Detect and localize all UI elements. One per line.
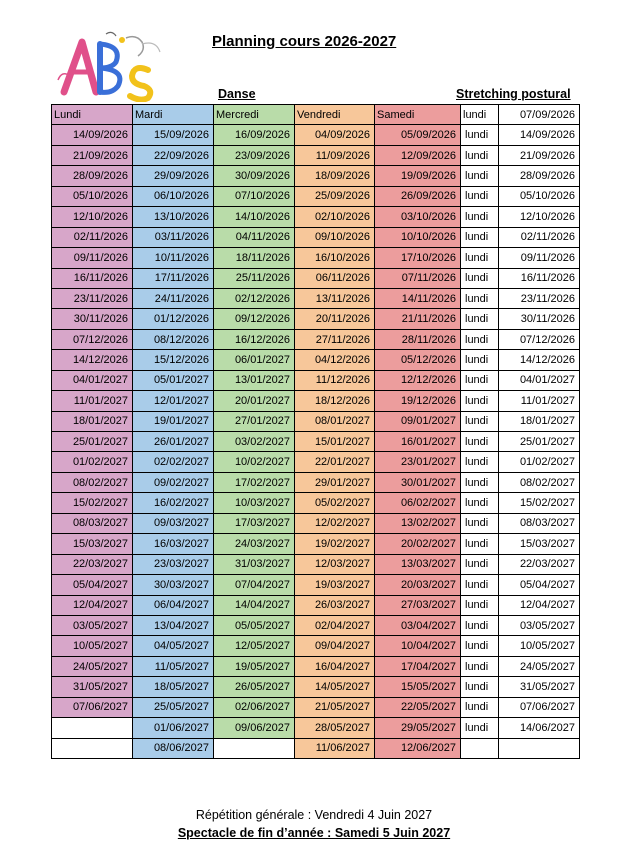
table-row xyxy=(52,145,580,165)
cell-stretching-date: 08/02/2027 xyxy=(499,472,580,492)
cell-stretching-date: 03/05/2027 xyxy=(499,615,580,635)
cell-stretching-day: lundi xyxy=(461,350,499,370)
cell-mercredi: 14/10/2026 xyxy=(214,207,295,227)
table-row xyxy=(52,718,580,738)
cell-mercredi: 02/12/2026 xyxy=(214,288,295,308)
cell-lundi: 21/09/2026 xyxy=(52,145,133,165)
cell-stretching-date: 01/02/2027 xyxy=(499,452,580,472)
cell-vendredi: 19/02/2027 xyxy=(295,534,375,554)
table-row xyxy=(52,186,580,206)
cell-stretching-day: lundi xyxy=(461,656,499,676)
cell-lundi: 15/02/2027 xyxy=(52,493,133,513)
cell-stretching-day: lundi xyxy=(461,493,499,513)
cell-samedi: 20/02/2027 xyxy=(375,534,461,554)
cell-mercredi: 07/04/2027 xyxy=(214,575,295,595)
cell-mardi: 16/03/2027 xyxy=(133,534,214,554)
cell-mardi: 10/11/2026 xyxy=(133,248,214,268)
cell-stretching-date: 18/01/2027 xyxy=(499,411,580,431)
cell-stretching-date: 22/03/2027 xyxy=(499,554,580,574)
cell-samedi: 17/10/2026 xyxy=(375,248,461,268)
cell-mercredi: 05/05/2027 xyxy=(214,615,295,635)
cell-vendredi: 13/11/2026 xyxy=(295,288,375,308)
cell-samedi: 10/10/2026 xyxy=(375,227,461,247)
cell-lundi: 02/11/2026 xyxy=(52,227,133,247)
cell-mardi: 06/04/2027 xyxy=(133,595,214,615)
cell-vendredi: 09/10/2026 xyxy=(295,227,375,247)
cell-samedi: 23/01/2027 xyxy=(375,452,461,472)
cell-mercredi: 17/02/2027 xyxy=(214,472,295,492)
cell-stretching-date: 30/11/2026 xyxy=(499,309,580,329)
cell-samedi: 15/05/2027 xyxy=(375,677,461,697)
cell-samedi: 19/12/2026 xyxy=(375,391,461,411)
cell-vendredi: 29/01/2027 xyxy=(295,472,375,492)
cell-stretching-day: lundi xyxy=(461,432,499,452)
cell-stretching-date: 02/11/2026 xyxy=(499,227,580,247)
cell-mercredi: 17/03/2027 xyxy=(214,513,295,533)
cell-lundi: 01/02/2027 xyxy=(52,452,133,472)
cell-lundi xyxy=(52,738,133,758)
cell-mercredi: 14/04/2027 xyxy=(214,595,295,615)
table-row xyxy=(52,615,580,635)
cell-stretching-date: 10/05/2027 xyxy=(499,636,580,656)
cell-mercredi: 26/05/2027 xyxy=(214,677,295,697)
cell-lundi: 09/11/2026 xyxy=(52,248,133,268)
cell-mardi: 16/02/2027 xyxy=(133,493,214,513)
cell-stretching-date: 15/03/2027 xyxy=(499,534,580,554)
cell-samedi: 12/12/2026 xyxy=(375,370,461,390)
cell-mercredi: 09/06/2027 xyxy=(214,718,295,738)
cell-lundi: 12/10/2026 xyxy=(52,207,133,227)
cell-vendredi: 06/11/2026 xyxy=(295,268,375,288)
cell-samedi: 21/11/2026 xyxy=(375,309,461,329)
cell-lundi xyxy=(52,718,133,738)
cell-mercredi: 24/03/2027 xyxy=(214,534,295,554)
cell-stretching-date: 07/12/2026 xyxy=(499,329,580,349)
cell-lundi: 10/05/2027 xyxy=(52,636,133,656)
cell-mercredi: 07/10/2026 xyxy=(214,186,295,206)
rehearsal-note: Répétition générale : Vendredi 4 Juin 2027 xyxy=(195,808,433,822)
cell-stretching-day: lundi xyxy=(461,145,499,165)
cell-vendredi: 22/01/2027 xyxy=(295,452,375,472)
cell-samedi: 22/05/2027 xyxy=(375,697,461,717)
cell-stretching-day: lundi xyxy=(461,391,499,411)
cell-samedi: 12/09/2026 xyxy=(375,145,461,165)
cell-mardi: 11/05/2027 xyxy=(133,656,214,676)
cell-mercredi: 03/02/2027 xyxy=(214,432,295,452)
cell-mardi: 12/01/2027 xyxy=(133,391,214,411)
header-mercredi: Mercredi xyxy=(214,105,295,125)
cell-lundi: 24/05/2027 xyxy=(52,656,133,676)
cell-mardi: 24/11/2026 xyxy=(133,288,214,308)
cell-stretching-date: 24/05/2027 xyxy=(499,656,580,676)
cell-samedi: 03/10/2026 xyxy=(375,207,461,227)
cell-samedi: 26/09/2026 xyxy=(375,186,461,206)
cell-samedi: 29/05/2027 xyxy=(375,718,461,738)
table-header-row xyxy=(52,105,580,125)
cell-vendredi: 28/05/2027 xyxy=(295,718,375,738)
cell-stretching-day: lundi xyxy=(461,248,499,268)
cell-stretching-day: lundi xyxy=(461,472,499,492)
cell-lundi: 04/01/2027 xyxy=(52,370,133,390)
cell-vendredi: 12/02/2027 xyxy=(295,513,375,533)
cell-samedi: 14/11/2026 xyxy=(375,288,461,308)
cell-lundi: 14/09/2026 xyxy=(52,125,133,145)
cell-vendredi: 20/11/2026 xyxy=(295,309,375,329)
cell-mercredi: 16/12/2026 xyxy=(214,329,295,349)
cell-stretching-date: 31/05/2027 xyxy=(499,677,580,697)
cell-mercredi: 25/11/2026 xyxy=(214,268,295,288)
cell-lundi: 25/01/2027 xyxy=(52,432,133,452)
table-row xyxy=(52,738,580,758)
cell-samedi: 13/03/2027 xyxy=(375,554,461,574)
cell-stretching-day: lundi xyxy=(461,370,499,390)
cell-stretching-date: 05/10/2026 xyxy=(499,186,580,206)
cell-mardi: 06/10/2026 xyxy=(133,186,214,206)
table-row xyxy=(52,391,580,411)
cell-mardi: 08/06/2027 xyxy=(133,738,214,758)
table-row xyxy=(52,411,580,431)
table-row xyxy=(52,677,580,697)
cell-vendredi: 25/09/2026 xyxy=(295,186,375,206)
page-title: Planning cours 2026-2027 xyxy=(212,33,397,50)
cell-stretching-day: lundi xyxy=(461,309,499,329)
cell-mercredi: 09/12/2026 xyxy=(214,309,295,329)
cell-mardi: 29/09/2026 xyxy=(133,166,214,186)
cell-stretching-date: 21/09/2026 xyxy=(499,145,580,165)
table-row xyxy=(52,329,580,349)
cell-stretching-date: 12/04/2027 xyxy=(499,595,580,615)
cell-mercredi: 23/09/2026 xyxy=(214,145,295,165)
cell-stretching-date: 11/01/2027 xyxy=(499,391,580,411)
table-row xyxy=(52,268,580,288)
table-row xyxy=(52,125,580,145)
table-row xyxy=(52,554,580,574)
section-danse-label: Danse xyxy=(218,87,256,101)
cell-stretching-date xyxy=(499,738,580,758)
cell-stretching-day: lundi xyxy=(461,329,499,349)
cell-vendredi: 21/05/2027 xyxy=(295,697,375,717)
cell-samedi: 16/01/2027 xyxy=(375,432,461,452)
header-stretching-day: lundi xyxy=(461,105,499,125)
cell-mercredi xyxy=(214,738,295,758)
cell-lundi: 23/11/2026 xyxy=(52,288,133,308)
cell-mercredi: 27/01/2027 xyxy=(214,411,295,431)
cell-mardi: 25/05/2027 xyxy=(133,697,214,717)
cell-samedi: 05/09/2026 xyxy=(375,125,461,145)
table-row xyxy=(52,452,580,472)
cell-vendredi: 02/10/2026 xyxy=(295,207,375,227)
cell-vendredi: 12/03/2027 xyxy=(295,554,375,574)
table-row xyxy=(52,513,580,533)
cell-stretching-day xyxy=(461,738,499,758)
cell-stretching-date: 16/11/2026 xyxy=(499,268,580,288)
cell-stretching-day: lundi xyxy=(461,595,499,615)
cell-vendredi: 04/12/2026 xyxy=(295,350,375,370)
cell-vendredi: 16/04/2027 xyxy=(295,656,375,676)
table-row xyxy=(52,166,580,186)
cell-mardi: 01/12/2026 xyxy=(133,309,214,329)
table-row xyxy=(52,493,580,513)
cell-stretching-date: 15/02/2027 xyxy=(499,493,580,513)
header-mardi: Mardi xyxy=(133,105,214,125)
cell-mardi: 15/09/2026 xyxy=(133,125,214,145)
cell-lundi: 14/12/2026 xyxy=(52,350,133,370)
table-row xyxy=(52,432,580,452)
table-row xyxy=(52,350,580,370)
header-samedi: Samedi xyxy=(375,105,461,125)
cell-mardi: 04/05/2027 xyxy=(133,636,214,656)
table-row xyxy=(52,227,580,247)
cell-mercredi: 20/01/2027 xyxy=(214,391,295,411)
cell-stretching-date: 05/04/2027 xyxy=(499,575,580,595)
table-row xyxy=(52,636,580,656)
cell-vendredi: 02/04/2027 xyxy=(295,615,375,635)
cell-mardi: 17/11/2026 xyxy=(133,268,214,288)
cell-vendredi: 11/06/2027 xyxy=(295,738,375,758)
cell-stretching-day: lundi xyxy=(461,513,499,533)
cell-stretching-day: lundi xyxy=(461,534,499,554)
cell-vendredi: 15/01/2027 xyxy=(295,432,375,452)
cell-lundi: 08/02/2027 xyxy=(52,472,133,492)
cell-mardi: 03/11/2026 xyxy=(133,227,214,247)
cell-stretching-day: lundi xyxy=(461,452,499,472)
table-row xyxy=(52,288,580,308)
cell-samedi: 12/06/2027 xyxy=(375,738,461,758)
cell-mercredi: 13/01/2027 xyxy=(214,370,295,390)
cell-stretching-day: lundi xyxy=(461,615,499,635)
cell-stretching-date: 12/10/2026 xyxy=(499,207,580,227)
cell-mardi: 13/04/2027 xyxy=(133,615,214,635)
table-row xyxy=(52,309,580,329)
table-row xyxy=(52,656,580,676)
cell-lundi: 07/12/2026 xyxy=(52,329,133,349)
cell-samedi: 07/11/2026 xyxy=(375,268,461,288)
cell-vendredi: 08/01/2027 xyxy=(295,411,375,431)
cell-samedi: 06/02/2027 xyxy=(375,493,461,513)
cell-mercredi: 10/02/2027 xyxy=(214,452,295,472)
cell-stretching-date: 23/11/2026 xyxy=(499,288,580,308)
cell-mercredi: 16/09/2026 xyxy=(214,125,295,145)
cell-samedi: 27/03/2027 xyxy=(375,595,461,615)
table-row xyxy=(52,207,580,227)
cell-vendredi: 04/09/2026 xyxy=(295,125,375,145)
cell-lundi: 05/04/2027 xyxy=(52,575,133,595)
cell-samedi: 13/02/2027 xyxy=(375,513,461,533)
cell-stretching-day: lundi xyxy=(461,636,499,656)
cell-samedi: 28/11/2026 xyxy=(375,329,461,349)
cell-mercredi: 04/11/2026 xyxy=(214,227,295,247)
cell-vendredi: 09/04/2027 xyxy=(295,636,375,656)
table-row xyxy=(52,595,580,615)
cell-mardi: 02/02/2027 xyxy=(133,452,214,472)
cell-stretching-date: 14/12/2026 xyxy=(499,350,580,370)
cell-mardi: 09/03/2027 xyxy=(133,513,214,533)
cell-mardi: 26/01/2027 xyxy=(133,432,214,452)
header-stretching-date: 07/09/2026 xyxy=(499,105,580,125)
cell-lundi: 31/05/2027 xyxy=(52,677,133,697)
cell-mardi: 09/02/2027 xyxy=(133,472,214,492)
cell-stretching-date: 04/01/2027 xyxy=(499,370,580,390)
cell-samedi: 10/04/2027 xyxy=(375,636,461,656)
table-row xyxy=(52,575,580,595)
schedule-table xyxy=(51,104,580,759)
show-note: Spectacle de fin d’année : Samedi 5 Juin 2027 xyxy=(177,826,451,840)
cell-vendredi: 27/11/2026 xyxy=(295,329,375,349)
cell-mercredi: 18/11/2026 xyxy=(214,248,295,268)
cell-stretching-date: 14/09/2026 xyxy=(499,125,580,145)
table-row xyxy=(52,697,580,717)
table-row xyxy=(52,248,580,268)
table-row xyxy=(52,370,580,390)
cell-samedi: 19/09/2026 xyxy=(375,166,461,186)
cell-stretching-day: lundi xyxy=(461,411,499,431)
cell-mardi: 22/09/2026 xyxy=(133,145,214,165)
cell-vendredi: 16/10/2026 xyxy=(295,248,375,268)
cell-lundi: 07/06/2027 xyxy=(52,697,133,717)
cell-samedi: 30/01/2027 xyxy=(375,472,461,492)
cell-stretching-day: lundi xyxy=(461,575,499,595)
cell-vendredi: 26/03/2027 xyxy=(295,595,375,615)
cell-lundi: 03/05/2027 xyxy=(52,615,133,635)
cell-samedi: 17/04/2027 xyxy=(375,656,461,676)
cell-lundi: 11/01/2027 xyxy=(52,391,133,411)
cell-vendredi: 11/09/2026 xyxy=(295,145,375,165)
cell-mardi: 13/10/2026 xyxy=(133,207,214,227)
cell-lundi: 22/03/2027 xyxy=(52,554,133,574)
header-vendredi: Vendredi xyxy=(295,105,375,125)
cell-stretching-day: lundi xyxy=(461,718,499,738)
cell-mardi: 18/05/2027 xyxy=(133,677,214,697)
cell-stretching-date: 28/09/2026 xyxy=(499,166,580,186)
cell-mercredi: 02/06/2027 xyxy=(214,697,295,717)
cell-mardi: 15/12/2026 xyxy=(133,350,214,370)
cell-samedi: 05/12/2026 xyxy=(375,350,461,370)
cell-mercredi: 06/01/2027 xyxy=(214,350,295,370)
cell-stretching-day: lundi xyxy=(461,697,499,717)
cell-lundi: 15/03/2027 xyxy=(52,534,133,554)
cell-mercredi: 12/05/2027 xyxy=(214,636,295,656)
cell-lundi: 30/11/2026 xyxy=(52,309,133,329)
cell-mardi: 08/12/2026 xyxy=(133,329,214,349)
cell-mardi: 05/01/2027 xyxy=(133,370,214,390)
cell-vendredi: 18/12/2026 xyxy=(295,391,375,411)
cell-stretching-day: lundi xyxy=(461,125,499,145)
cell-stretching-day: lundi xyxy=(461,554,499,574)
table-row xyxy=(52,472,580,492)
cell-stretching-date: 08/03/2027 xyxy=(499,513,580,533)
cell-mercredi: 10/03/2027 xyxy=(214,493,295,513)
cell-lundi: 28/09/2026 xyxy=(52,166,133,186)
cell-mercredi: 30/09/2026 xyxy=(214,166,295,186)
cell-stretching-day: lundi xyxy=(461,227,499,247)
cell-stretching-date: 25/01/2027 xyxy=(499,432,580,452)
cell-vendredi: 05/02/2027 xyxy=(295,493,375,513)
school-logo xyxy=(56,30,166,102)
cell-stretching-day: lundi xyxy=(461,166,499,186)
cell-stretching-day: lundi xyxy=(461,186,499,206)
cell-vendredi: 18/09/2026 xyxy=(295,166,375,186)
cell-mardi: 01/06/2027 xyxy=(133,718,214,738)
cell-samedi: 20/03/2027 xyxy=(375,575,461,595)
cell-vendredi: 19/03/2027 xyxy=(295,575,375,595)
cell-stretching-day: lundi xyxy=(461,288,499,308)
cell-stretching-day: lundi xyxy=(461,677,499,697)
table-row xyxy=(52,534,580,554)
cell-lundi: 05/10/2026 xyxy=(52,186,133,206)
cell-samedi: 03/04/2027 xyxy=(375,615,461,635)
cell-mercredi: 19/05/2027 xyxy=(214,656,295,676)
section-stretching-label: Stretching postural xyxy=(456,87,571,101)
cell-lundi: 12/04/2027 xyxy=(52,595,133,615)
cell-stretching-date: 07/06/2027 xyxy=(499,697,580,717)
cell-stretching-day: lundi xyxy=(461,207,499,227)
cell-vendredi: 11/12/2026 xyxy=(295,370,375,390)
cell-lundi: 16/11/2026 xyxy=(52,268,133,288)
cell-mardi: 30/03/2027 xyxy=(133,575,214,595)
cell-lundi: 08/03/2027 xyxy=(52,513,133,533)
header-lundi: Lundi xyxy=(52,105,133,125)
cell-vendredi: 14/05/2027 xyxy=(295,677,375,697)
cell-mardi: 19/01/2027 xyxy=(133,411,214,431)
cell-stretching-day: lundi xyxy=(461,268,499,288)
cell-mardi: 23/03/2027 xyxy=(133,554,214,574)
cell-lundi: 18/01/2027 xyxy=(52,411,133,431)
cell-stretching-date: 14/06/2027 xyxy=(499,718,580,738)
cell-samedi: 09/01/2027 xyxy=(375,411,461,431)
cell-stretching-date: 09/11/2026 xyxy=(499,248,580,268)
cell-mercredi: 31/03/2027 xyxy=(214,554,295,574)
